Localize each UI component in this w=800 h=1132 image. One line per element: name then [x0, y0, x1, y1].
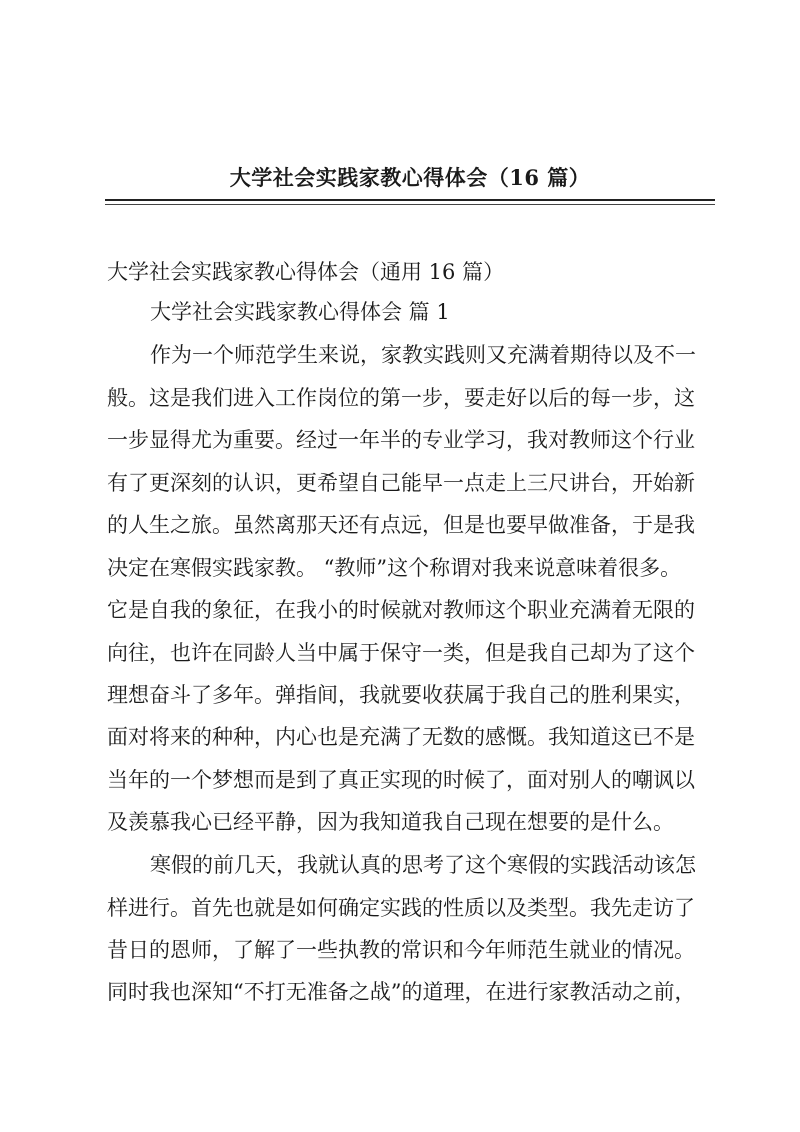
body-line: 样进行。首先也就是如何确定实践的性质以及类型。我先走访了 — [107, 896, 695, 920]
section-heading: 大学社会实践家教心得体会 篇 1 — [150, 300, 450, 324]
title-rule-thin — [105, 204, 715, 205]
body-line: 同时我也深知“不打无准备之战”的道理，在进行家教活动之前， — [107, 980, 696, 1004]
document-title: 大学社会实践家教心得体会（16 篇） — [229, 165, 591, 190]
body-line: 一步显得尤为重要。经过一年半的专业学习，我对教师这个行业 — [107, 428, 695, 452]
body-line: 作为一个师范学生来说，家教实践则又充满着期待以及不一 — [150, 343, 696, 367]
body-line: 昔日的恩师，了解了一些执教的常识和今年师范生就业的情况。 — [107, 938, 695, 962]
body-line: 的人生之旅。虽然离那天还有点远，但是也要早做准备，于是我 — [107, 513, 695, 537]
body-line: 决定在寒假实践家教。 “教师”这个称谓对我来说意味着很多。 — [107, 556, 682, 580]
body-line: 面对将来的种种，内心也是充满了无数的感慨。我知道这已不是 — [107, 725, 695, 749]
body-line: 理想奋斗了多年。弹指间，我就要收获属于我自己的胜利果实， — [107, 683, 695, 707]
body-line: 寒假的前几天，我就认真的思考了这个寒假的实践活动该怎 — [150, 853, 696, 877]
body-line: 及羡慕我心已经平静，因为我知道我自己现在想要的是什么。 — [107, 810, 674, 834]
title-rule-thick — [105, 199, 715, 201]
body-line: 它是自我的象征，在我小的时候就对教师这个职业充满着无限的 — [107, 598, 695, 622]
body-line: 有了更深刻的认识，更希望自己能早一点走上三尺讲台，开始新 — [107, 471, 695, 495]
document-subtitle: 大学社会实践家教心得体会（通用 16 篇） — [107, 260, 505, 284]
body-line: 当年的一个梦想而是到了真正实现的时候了，面对别人的嘲讽以 — [107, 768, 695, 792]
body-line: 向往，也许在同龄人当中属于保守一类，但是我自己却为了这个 — [107, 641, 695, 665]
body-line: 般。这是我们进入工作岗位的第一步，要走好以后的每一步，这 — [107, 386, 695, 410]
